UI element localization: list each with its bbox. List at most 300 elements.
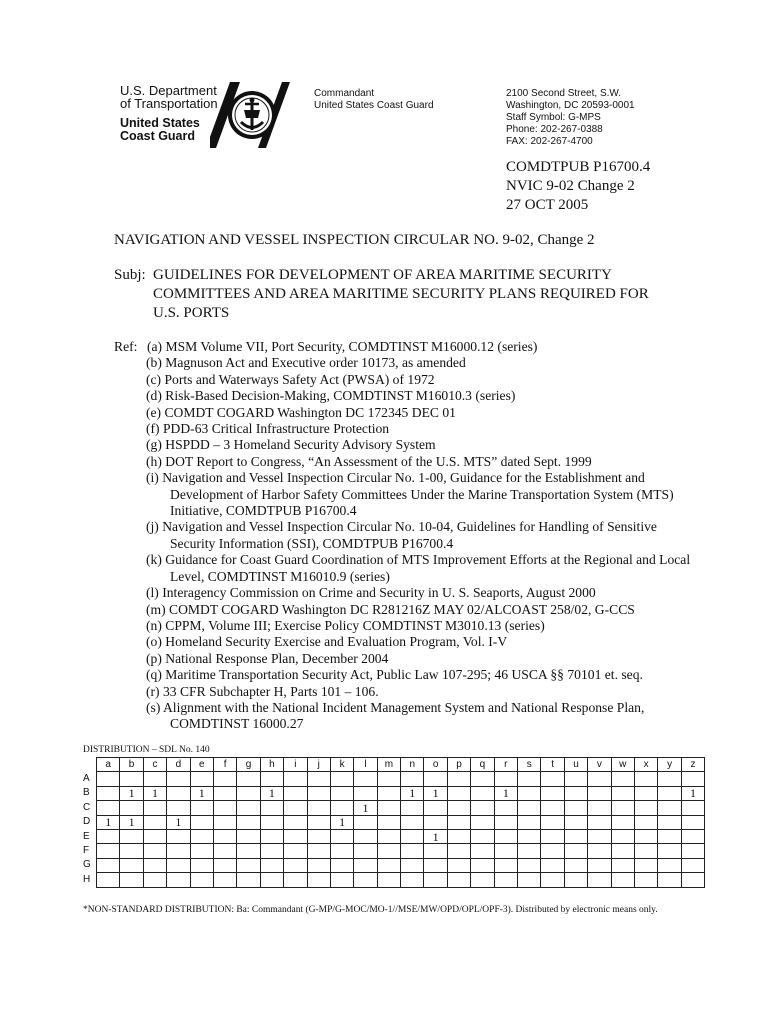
column-header: b [120, 758, 143, 772]
table-cell [97, 801, 120, 815]
table-cell [518, 801, 541, 815]
reference-item-continuation: Development of Harbor Safety Committees Under the Marine Transportation System (MTS) [170, 486, 674, 502]
commandant-line-1: Commandant [314, 88, 375, 99]
column-header: t [541, 758, 564, 772]
table-cell [658, 772, 681, 786]
table-cell [237, 786, 260, 800]
reference-item: (d) Risk-Based Decision-Making, COMDTINST M16010.3 (series) [146, 388, 516, 404]
table-cell [97, 786, 120, 800]
table-cell [494, 829, 517, 843]
table-cell [401, 873, 424, 887]
table-cell [213, 829, 236, 843]
table-cell [237, 829, 260, 843]
table-cell [518, 858, 541, 872]
table-row [83, 801, 705, 815]
table-cell [143, 858, 166, 872]
table-cell [237, 873, 260, 887]
table-cell [564, 772, 587, 786]
table-cell [494, 772, 517, 786]
column-header: j [307, 758, 330, 772]
table-cell [143, 801, 166, 815]
table-cell [447, 815, 470, 829]
table-cell [424, 801, 447, 815]
table-cell [611, 858, 634, 872]
publication-number: COMDTPUB P16700.4 [506, 159, 651, 175]
table-cell [377, 858, 400, 872]
table-cell [237, 858, 260, 872]
table-cell [213, 801, 236, 815]
table-cell [611, 829, 634, 843]
table-cell [120, 844, 143, 858]
nvic-number: NVIC 9-02 Change 2 [506, 178, 635, 194]
table-cell [658, 786, 681, 800]
table-cell [564, 873, 587, 887]
table-cell [143, 873, 166, 887]
column-header: n [401, 758, 424, 772]
reference-item-continuation: COMDTINST 16000.27 [170, 716, 304, 732]
table-cell [307, 829, 330, 843]
table-cell [213, 772, 236, 786]
table-cell [260, 815, 283, 829]
commandant-line-2: United States Coast Guard [314, 100, 434, 111]
distribution-table [83, 757, 705, 888]
row-label: H [83, 873, 91, 885]
table-cell [120, 772, 143, 786]
table-cell [658, 844, 681, 858]
reference-item: (p) National Response Plan, December 2004 [146, 650, 389, 666]
row-label: F [83, 845, 90, 857]
distribution-label: DISTRIBUTION – SDL No. 140 [83, 745, 210, 755]
table-cell [611, 786, 634, 800]
table-cell [354, 829, 377, 843]
address-line: Washington, DC 20593-0001 [506, 100, 635, 111]
column-header: f [213, 758, 236, 772]
table-cell [634, 844, 657, 858]
agency-block [120, 84, 218, 143]
table-cell [190, 873, 213, 887]
table-cell [447, 858, 470, 872]
table-cell [190, 801, 213, 815]
table-cell [97, 829, 120, 843]
table-corner [83, 758, 97, 772]
table-cell [307, 873, 330, 887]
table-cell [307, 801, 330, 815]
table-cell [588, 873, 611, 887]
references-label: Ref: [114, 339, 138, 354]
table-cell [611, 772, 634, 786]
references-block [114, 339, 690, 733]
column-header: c [143, 758, 166, 772]
table-cell [401, 858, 424, 872]
reference-item: (b) Magnuson Act and Executive order 10173, as amended [146, 355, 466, 371]
table-cell: 1 [120, 815, 143, 829]
table-cell [658, 829, 681, 843]
table-cell [424, 858, 447, 872]
table-cell [447, 829, 470, 843]
table-cell [167, 772, 190, 786]
table-cell [658, 873, 681, 887]
circular-title: NAVIGATION AND VESSEL INSPECTION CIRCULAR NO. 9-02, Change 2 [114, 232, 595, 248]
table-row [83, 786, 705, 800]
table-cell [190, 858, 213, 872]
table-cell [541, 772, 564, 786]
uscg-line-1: United States [120, 116, 200, 130]
table-cell: 1 [330, 815, 353, 829]
table-cell [260, 858, 283, 872]
column-header: m [377, 758, 400, 772]
table-row [83, 829, 705, 843]
table-cell [494, 873, 517, 887]
coast-guard-seal-icon [210, 80, 290, 150]
table-cell [307, 786, 330, 800]
table-cell [190, 829, 213, 843]
table-cell [494, 815, 517, 829]
table-cell [588, 858, 611, 872]
column-header: g [237, 758, 260, 772]
column-header: y [658, 758, 681, 772]
table-cell [330, 829, 353, 843]
column-header: u [564, 758, 587, 772]
table-cell [447, 786, 470, 800]
column-header: k [330, 758, 353, 772]
table-cell: 1 [494, 786, 517, 800]
table-cell [564, 844, 587, 858]
table-cell [330, 858, 353, 872]
table-cell [377, 844, 400, 858]
reference-item-continuation: Level, COMDTINST M16010.9 (series) [170, 568, 390, 584]
table-cell [143, 829, 166, 843]
table-cell [541, 829, 564, 843]
table-cell: 1 [424, 829, 447, 843]
table-cell [471, 829, 494, 843]
table-cell [541, 844, 564, 858]
table-cell [237, 844, 260, 858]
reference-item: (g) HSPDD – 3 Homeland Security Advisory System [146, 437, 436, 453]
table-cell [424, 815, 447, 829]
column-header: i [284, 758, 307, 772]
table-cell [330, 844, 353, 858]
table-cell [588, 786, 611, 800]
uscg-line-2: Coast Guard [120, 129, 196, 143]
table-cell [518, 873, 541, 887]
commandant-block [314, 88, 434, 112]
table-cell [447, 844, 470, 858]
address-line: Phone: 202-267-0388 [506, 124, 603, 135]
row-label: A [83, 773, 90, 785]
subject-line: U.S. PORTS [153, 305, 230, 321]
table-cell [471, 786, 494, 800]
table-cell [284, 829, 307, 843]
table-cell [354, 873, 377, 887]
table-cell [518, 815, 541, 829]
table-cell [564, 858, 587, 872]
column-header: q [471, 758, 494, 772]
table-cell [401, 772, 424, 786]
table-cell [541, 801, 564, 815]
table-row [83, 815, 705, 829]
publication-date: 27 OCT 2005 [506, 197, 589, 213]
table-cell [143, 844, 166, 858]
table-cell [354, 815, 377, 829]
table-cell [213, 844, 236, 858]
table-cell [471, 801, 494, 815]
table-cell [634, 801, 657, 815]
table-cell [284, 815, 307, 829]
distribution-footnote: *NON-STANDARD DISTRIBUTION: Ba: Commandant (G-MP/G-MOC/MO-1//MSE/MW/OPD/OPL/OPF-3). Distributed by electronic means only. [83, 905, 658, 915]
reference-item: (f) PDD-63 Critical Infrastructure Protection [146, 421, 390, 437]
table-cell [284, 801, 307, 815]
table-cell [97, 844, 120, 858]
table-cell: 1 [424, 786, 447, 800]
column-header: e [190, 758, 213, 772]
agency-line-2: of Transportation [120, 96, 218, 111]
table-cell [611, 815, 634, 829]
table-cell [634, 829, 657, 843]
table-cell: 1 [167, 815, 190, 829]
row-label: C [83, 801, 91, 813]
table-cell: 1 [401, 786, 424, 800]
table-cell [658, 858, 681, 872]
table-cell [284, 858, 307, 872]
table-cell [120, 873, 143, 887]
reference-item: (k) Guidance for Coast Guard Coordination of MTS Improvement Efforts at the Regional and Local [146, 552, 691, 568]
table-cell [424, 844, 447, 858]
table-cell [588, 772, 611, 786]
reference-item: (n) CPPM, Volume III; Exercise Policy COMDTINST M3010.13 (series) [146, 617, 545, 633]
table-cell [471, 772, 494, 786]
table-cell [377, 772, 400, 786]
subject-block [114, 266, 714, 323]
table-cell [260, 801, 283, 815]
reference-item-continuation: Initiative, COMDTPUB P16700.4 [170, 503, 357, 519]
column-header: o [424, 758, 447, 772]
reference-item: (h) DOT Report to Congress, “An Assessment of the U.S. MTS” dated Sept. 1999 [146, 453, 592, 469]
table-cell [237, 815, 260, 829]
table-cell [284, 772, 307, 786]
table-cell [354, 858, 377, 872]
table-cell [284, 844, 307, 858]
distribution-table-wrap [83, 757, 705, 888]
table-cell [260, 829, 283, 843]
table-cell [588, 815, 611, 829]
table-cell: 1 [143, 786, 166, 800]
table-cell [401, 844, 424, 858]
table-cell [260, 772, 283, 786]
table-cell [120, 858, 143, 872]
table-cell [634, 772, 657, 786]
table-cell [494, 801, 517, 815]
table-row [83, 844, 705, 858]
table-cell: 1 [190, 786, 213, 800]
table-cell [260, 844, 283, 858]
table-cell [681, 844, 704, 858]
table-row [83, 772, 705, 786]
references-list [114, 339, 690, 733]
reference-item: (l) Interagency Commission on Crime and Security in U. S. Seaports, August 2000 [146, 585, 596, 601]
table-cell [564, 815, 587, 829]
table-cell [541, 786, 564, 800]
table-cell: 1 [120, 786, 143, 800]
row-label: G [83, 859, 91, 871]
table-cell [143, 815, 166, 829]
table-cell [518, 772, 541, 786]
table-cell [167, 844, 190, 858]
reference-item: (s) Alignment with the National Incident Management System and National Response Plan, [146, 699, 645, 715]
table-cell [401, 829, 424, 843]
subject-label: Subj: [114, 267, 146, 283]
reference-item: (i) Navigation and Vessel Inspection Circular No. 1-00, Guidance for the Establishment and [146, 470, 645, 486]
table-cell [213, 786, 236, 800]
column-header: h [260, 758, 283, 772]
table-cell [681, 829, 704, 843]
address-line: Staff Symbol: G-MPS [506, 112, 601, 123]
table-cell: 1 [354, 801, 377, 815]
table-cell [447, 873, 470, 887]
table-cell [330, 873, 353, 887]
table-cell [167, 873, 190, 887]
table-cell [658, 815, 681, 829]
column-header: r [494, 758, 517, 772]
reference-item: (j) Navigation and Vessel Inspection Circular No. 10-04, Guidelines for Handling of Sensitive [146, 519, 657, 535]
table-cell [167, 829, 190, 843]
table-cell [260, 873, 283, 887]
table-cell [284, 873, 307, 887]
table-cell [541, 873, 564, 887]
table-cell [611, 801, 634, 815]
table-cell [97, 772, 120, 786]
table-cell [611, 844, 634, 858]
table-cell [634, 858, 657, 872]
table-cell [681, 801, 704, 815]
column-header: w [611, 758, 634, 772]
table-cell [424, 873, 447, 887]
table-cell [213, 873, 236, 887]
row-label: D [83, 816, 91, 828]
table-cell [354, 844, 377, 858]
table-cell [354, 786, 377, 800]
table-cell [588, 801, 611, 815]
table-cell [354, 772, 377, 786]
reference-item: (q) Maritime Transportation Security Act, Public Law 107-295; 46 USCA §§ 70101 et. seq. [146, 667, 643, 683]
table-cell [541, 858, 564, 872]
table-cell [237, 801, 260, 815]
table-cell [401, 801, 424, 815]
table-cell [120, 829, 143, 843]
table-cell [588, 829, 611, 843]
table-cell [518, 786, 541, 800]
table-cell [167, 801, 190, 815]
table-cell [330, 801, 353, 815]
table-cell [681, 873, 704, 887]
table-cell [588, 844, 611, 858]
table-cell [424, 772, 447, 786]
table-cell [97, 873, 120, 887]
table-cell [447, 772, 470, 786]
reference-item: (m) COMDT COGARD Washington DC R281216Z MAY 02/ALCOAST 258/02, G-CCS [146, 601, 635, 617]
table-cell [471, 873, 494, 887]
column-header: a [97, 758, 120, 772]
table-cell [471, 844, 494, 858]
table-cell [190, 844, 213, 858]
table-cell [307, 772, 330, 786]
table-cell [681, 858, 704, 872]
table-cell [307, 858, 330, 872]
column-header: z [681, 758, 704, 772]
table-cell [377, 873, 400, 887]
table-cell [167, 786, 190, 800]
table-cell [377, 829, 400, 843]
table-cell [541, 815, 564, 829]
column-header: s [518, 758, 541, 772]
table-cell [190, 815, 213, 829]
table-cell [213, 858, 236, 872]
table-cell [471, 815, 494, 829]
table-cell [634, 815, 657, 829]
reference-item: (c) Ports and Waterways Safety Act (PWSA) of 1972 [146, 371, 435, 387]
table-cell [377, 786, 400, 800]
publication-info [506, 158, 650, 215]
table-cell [377, 801, 400, 815]
column-header: d [167, 758, 190, 772]
table-cell [634, 786, 657, 800]
table-cell [143, 772, 166, 786]
table-cell [190, 772, 213, 786]
table-cell: 1 [681, 786, 704, 800]
table-cell [377, 815, 400, 829]
table-cell [237, 772, 260, 786]
table-cell [471, 858, 494, 872]
table-cell [167, 858, 190, 872]
table-cell [658, 801, 681, 815]
table-cell [681, 815, 704, 829]
column-header: v [588, 758, 611, 772]
table-cell: 1 [97, 815, 120, 829]
address-line: FAX: 202-267-4700 [506, 136, 593, 147]
reference-item: (e) COMDT COGARD Washington DC 172345 DEC 01 [146, 404, 456, 420]
agency-line-1: U.S. Department [120, 83, 217, 98]
reference-item: (a) MSM Volume VII, Port Security, COMDTINST M16000.12 (series) [147, 339, 538, 354]
table-cell [494, 844, 517, 858]
table-cell: 1 [260, 786, 283, 800]
table-cell [564, 786, 587, 800]
table-cell [97, 858, 120, 872]
table-cell [564, 801, 587, 815]
table-cell [447, 801, 470, 815]
table-row [83, 873, 705, 887]
reference-item-continuation: Security Information (SSI), COMDTPUB P16700.4 [170, 535, 454, 551]
table-cell [307, 844, 330, 858]
address-line: 2100 Second Street, S.W. [506, 88, 622, 99]
row-label: B [83, 787, 90, 799]
table-cell [634, 873, 657, 887]
table-cell [120, 801, 143, 815]
table-cell [518, 844, 541, 858]
table-cell [611, 873, 634, 887]
table-cell [330, 786, 353, 800]
table-cell [681, 772, 704, 786]
row-label: E [83, 830, 90, 842]
reference-item: (r) 33 CFR Subchapter H, Parts 101 – 106. [146, 683, 379, 699]
table-cell [518, 829, 541, 843]
table-cell [284, 786, 307, 800]
subject-line: GUIDELINES FOR DEVELOPMENT OF AREA MARITIME SECURITY [153, 267, 612, 283]
address-block [506, 88, 635, 148]
table-cell [307, 815, 330, 829]
column-header: l [354, 758, 377, 772]
table-cell [401, 815, 424, 829]
column-header: x [634, 758, 657, 772]
column-header: p [447, 758, 470, 772]
